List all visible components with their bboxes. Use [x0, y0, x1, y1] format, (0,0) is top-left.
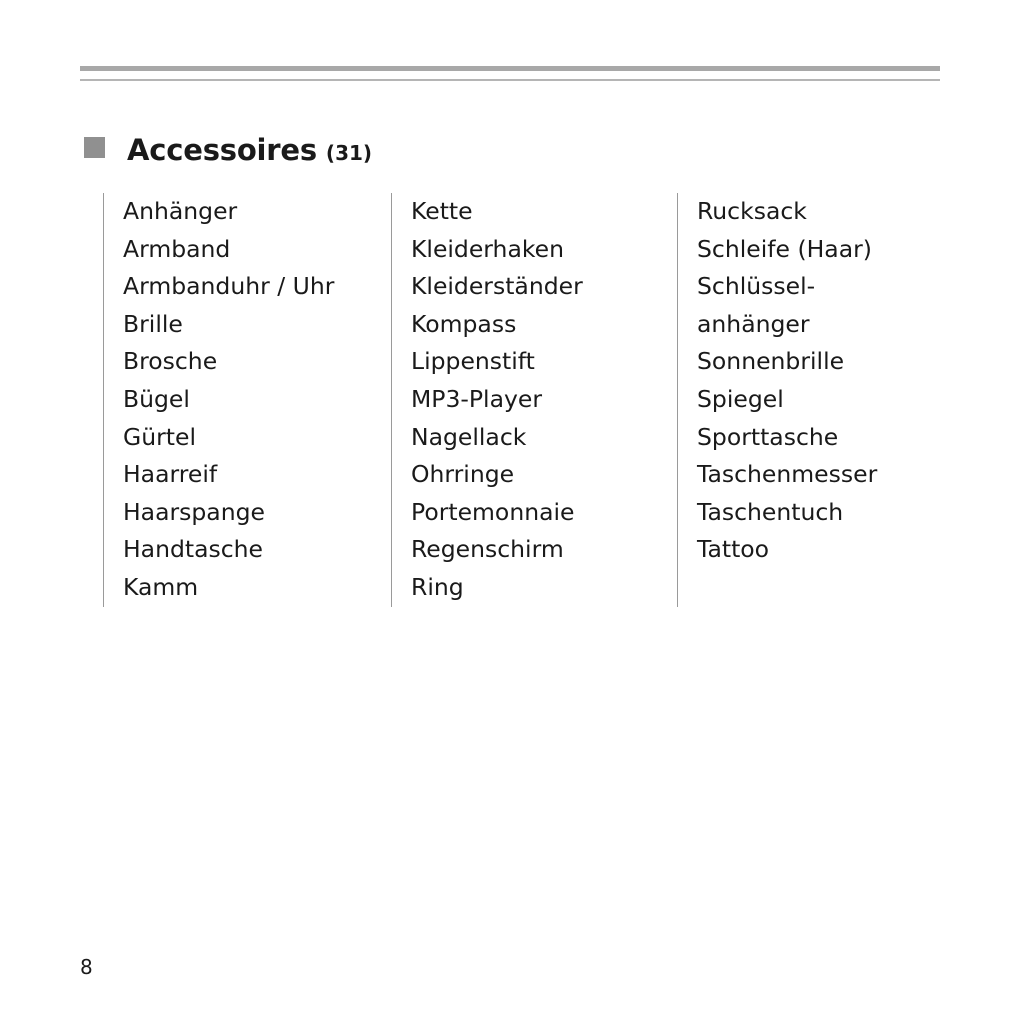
- list-item: Taschenmesser: [697, 460, 878, 489]
- list-column-2: [391, 193, 677, 607]
- accessoires-list: [103, 193, 953, 607]
- list-item: Armbanduhr / Uhr: [123, 272, 335, 301]
- header-rule-thin: [80, 79, 940, 81]
- list-item: Kamm: [123, 572, 199, 601]
- list-item: Kompass: [411, 309, 517, 338]
- list-item: Kette: [411, 197, 473, 225]
- list-item: Nagellack: [411, 422, 527, 451]
- item-count-badge: (31): [325, 141, 373, 165]
- list-item: Haarspange: [123, 497, 265, 526]
- list-item: Portemonnaie: [411, 497, 575, 526]
- list-item: Sonnenbrille: [697, 347, 845, 376]
- filled-square-icon: [84, 137, 105, 158]
- list-item-continuation: anhänger: [697, 309, 810, 338]
- list-item: Spiegel: [697, 384, 784, 413]
- list-item: Tattoo: [697, 535, 770, 564]
- list-item: Rucksack: [697, 197, 807, 225]
- list-item: Armband: [123, 234, 231, 263]
- list-item: Bügel: [123, 384, 190, 413]
- list-item: MP3-Player: [411, 384, 543, 413]
- list-column-1: [103, 193, 391, 607]
- list-item: Ring: [411, 572, 464, 601]
- list-column-3: [677, 193, 947, 607]
- list-item: Schleife (Haar): [697, 234, 872, 263]
- list-item: Sporttasche: [697, 422, 839, 451]
- list-item: Brosche: [123, 347, 218, 376]
- header-rule-gap: [80, 71, 940, 79]
- list-item: Taschentuch: [697, 497, 844, 526]
- list-item: Regenschirm: [411, 535, 564, 564]
- page-number: 8: [80, 955, 93, 979]
- header-rules: [80, 66, 940, 81]
- list-item: Gürtel: [123, 422, 196, 451]
- list-item: Anhänger: [123, 197, 238, 225]
- list-item: Schlüssel-: [697, 272, 816, 301]
- list-item: Lippenstift: [411, 347, 535, 376]
- page-title: Accessoires: [127, 133, 317, 167]
- section-heading: [84, 133, 373, 167]
- list-item: Brille: [123, 309, 183, 338]
- list-item: Haarreif: [123, 460, 218, 489]
- list-item: Kleiderständer: [411, 272, 583, 301]
- list-item: Kleiderhaken: [411, 234, 564, 263]
- list-item: Ohrringe: [411, 460, 515, 489]
- list-item: Handtasche: [123, 535, 264, 564]
